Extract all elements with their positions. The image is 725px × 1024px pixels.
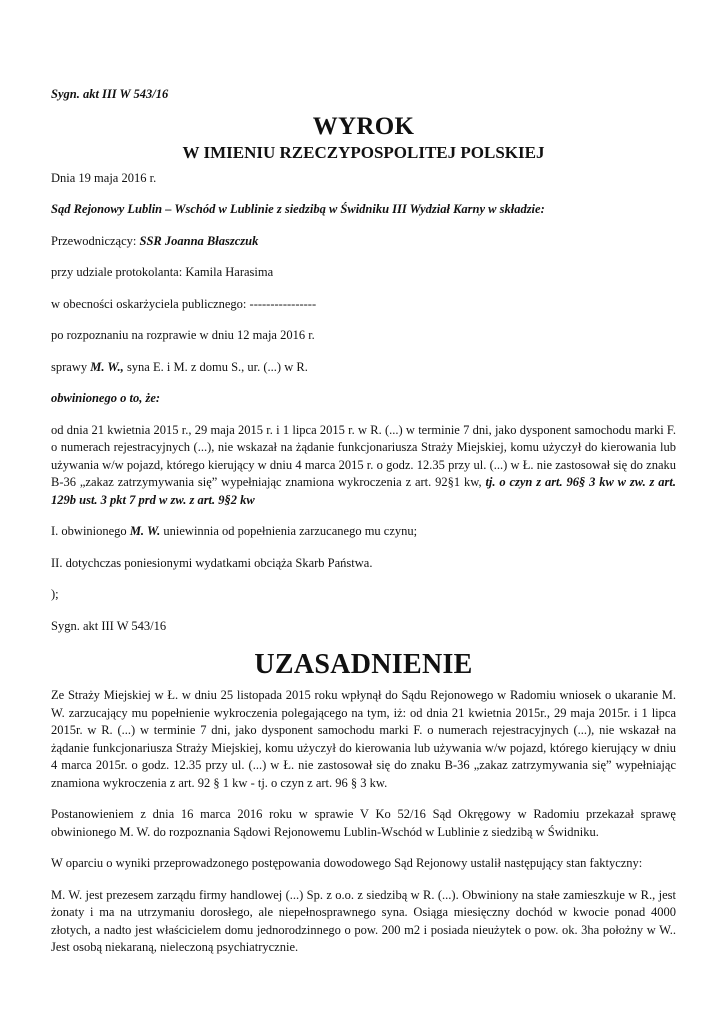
case-signature-top: Sygn. akt III W 543/16 [51, 87, 169, 101]
justification-paragraph: W oparciu o wyniki przeprowadzonego postępowania dowodowego Sąd Rejonowy ustalił następujący stan faktyczny: [51, 856, 643, 870]
justification-paragraph: M. W. jest prezesem zarządu firmy handlowej (...) Sp. z o.o. z siedzibą w R. (...). Obwiniony na stałe zamieszkuje w R., jest żonaty i ma na utrzymaniu dorosłego, ale niepełnosprawnego syna. Osiąga miesięczny dochód w kwocie ponad 4000 złotych, a nadto jest właścicielem domu jednorodzinnego o pow. 200 m2 i posiada nieużytek o pow. ok. 3ha położny w W.. Jest osobą niekaraną, nieleczoną psychiatrycznie. [51, 887, 676, 954]
case-prefix: sprawy [51, 359, 91, 374]
justification-title: UZASADNIENIE [254, 649, 473, 680]
verdict-title: WYROK [312, 112, 415, 140]
case-line [51, 359, 676, 377]
document-page [51, 86, 676, 971]
verdict-subtitle: W IMIENIU RZECZYPOSPOLITEJ POLSKIEJ [182, 142, 545, 162]
justification-paragraph: Ze Straży Miejskiej w Ł. w dniu 25 listopada 2015 roku wpłynął do Sądu Rejonowego w Radomiu wniosek o ukaranie M. W. zarzucający mu popełnienie wykroczenia polegającego na tym, iż: od dnia 21 kwietnia 2015r., 29 maja 2015r. i 1 lipca 2015r. w R. (...) w terminie 7 dni, jako dysponent samochodu marki F. o numerach rejestracyjnych (...), nie wskazał na żądanie funkcjonariusza Straży Miejskiej, komu użyczył do kierowania lub używania w/w pojazd, którego kierujący w dniu 4 marca 2015r. o godz. 12.35 przy ul. (...) w Ł. nie zastosował się do znaku B-36 „zakaz zatrzymywania się” wypełniając znamiona wykroczenia z art. 92 § 1 kw - tj. o czyn z art. 96 § 3 kw. [51, 688, 676, 790]
charge-paragraph [51, 422, 676, 510]
case-suffix: syna E. i M. z domu S., ur. (...) w R. [123, 359, 308, 374]
ruling-point-1 [51, 523, 676, 541]
prosecutor-line: w obecności oskarżyciela publicznego: ---------------- [51, 296, 317, 311]
justification-paragraph: Postanowieniem z dnia 16 marca 2016 roku w sprawie V Ko 52/16 Sąd Okręgowy w Radomiu przekazał sprawę obwinionego M. W. do rozpoznania Sądowi Rejonowemu Lublin-Wschód w Lublinie z siedzibą w Świdniku. [51, 807, 676, 839]
ruling-point-2: II. dotychczas poniesionymi wydatkami obciąża Skarb Państwa. [51, 555, 373, 570]
closing-mark: ); [51, 587, 59, 601]
charge-text: od dnia 21 kwietnia 2015 r., 29 maja 2015 r. i 1 lipca 2015 r. w R. (...) w terminie 7 dni, jako dysponent samochodu marki F. o numerach rejestracyjnych (...), nie wskazał na żądanie funkcjonariusza Straży Miejskiej, komu użyczył do kierowania lub używania w/w pojazd, którego kierujący w dniu 4 marca 2015 r. o godz. 12.35 przy ul. (...) w Ł. nie zastosował się do znaku B-36 „zakaz zatrzymywania się” wypełniając znamiona wykroczenia z art. 92§1 kw, [51, 422, 676, 489]
charge-legal-basis: tj. o czyn z art. 96§ 3 kw w zw. z art. 129b ust. 3 pkt 7 prd w zw. z art. 9§2 kw [51, 475, 676, 507]
chair-line [51, 233, 676, 251]
protocol-line: przy udziale protokolanta: Kamila Harasima [51, 265, 274, 279]
accused-heading: obwinionego o to, że: [51, 391, 161, 405]
verdict-date: Dnia 19 maja 2016 r. [51, 170, 157, 185]
point1-prefix: I. obwinionego [51, 524, 130, 538]
case-name: M. W., [90, 359, 124, 374]
chair-name: SSR Joanna Błaszczuk [139, 233, 259, 248]
point1-suffix: uniewinnia od popełnienia zarzucanego mu czynu; [160, 524, 418, 538]
hearing-line: po rozpoznaniu na rozprawie w dniu 12 maja 2016 r. [51, 328, 315, 342]
court-name: Sąd Rejonowy Lublin – Wschód w Lublinie z siedzibą w Świdniku III Wydział Karny w składzie: [51, 202, 545, 216]
chair-label: Przewodniczący: [51, 233, 140, 248]
case-signature-justification: Sygn. akt III W 543/16 [51, 618, 167, 633]
point1-name: M. W. [129, 524, 161, 538]
